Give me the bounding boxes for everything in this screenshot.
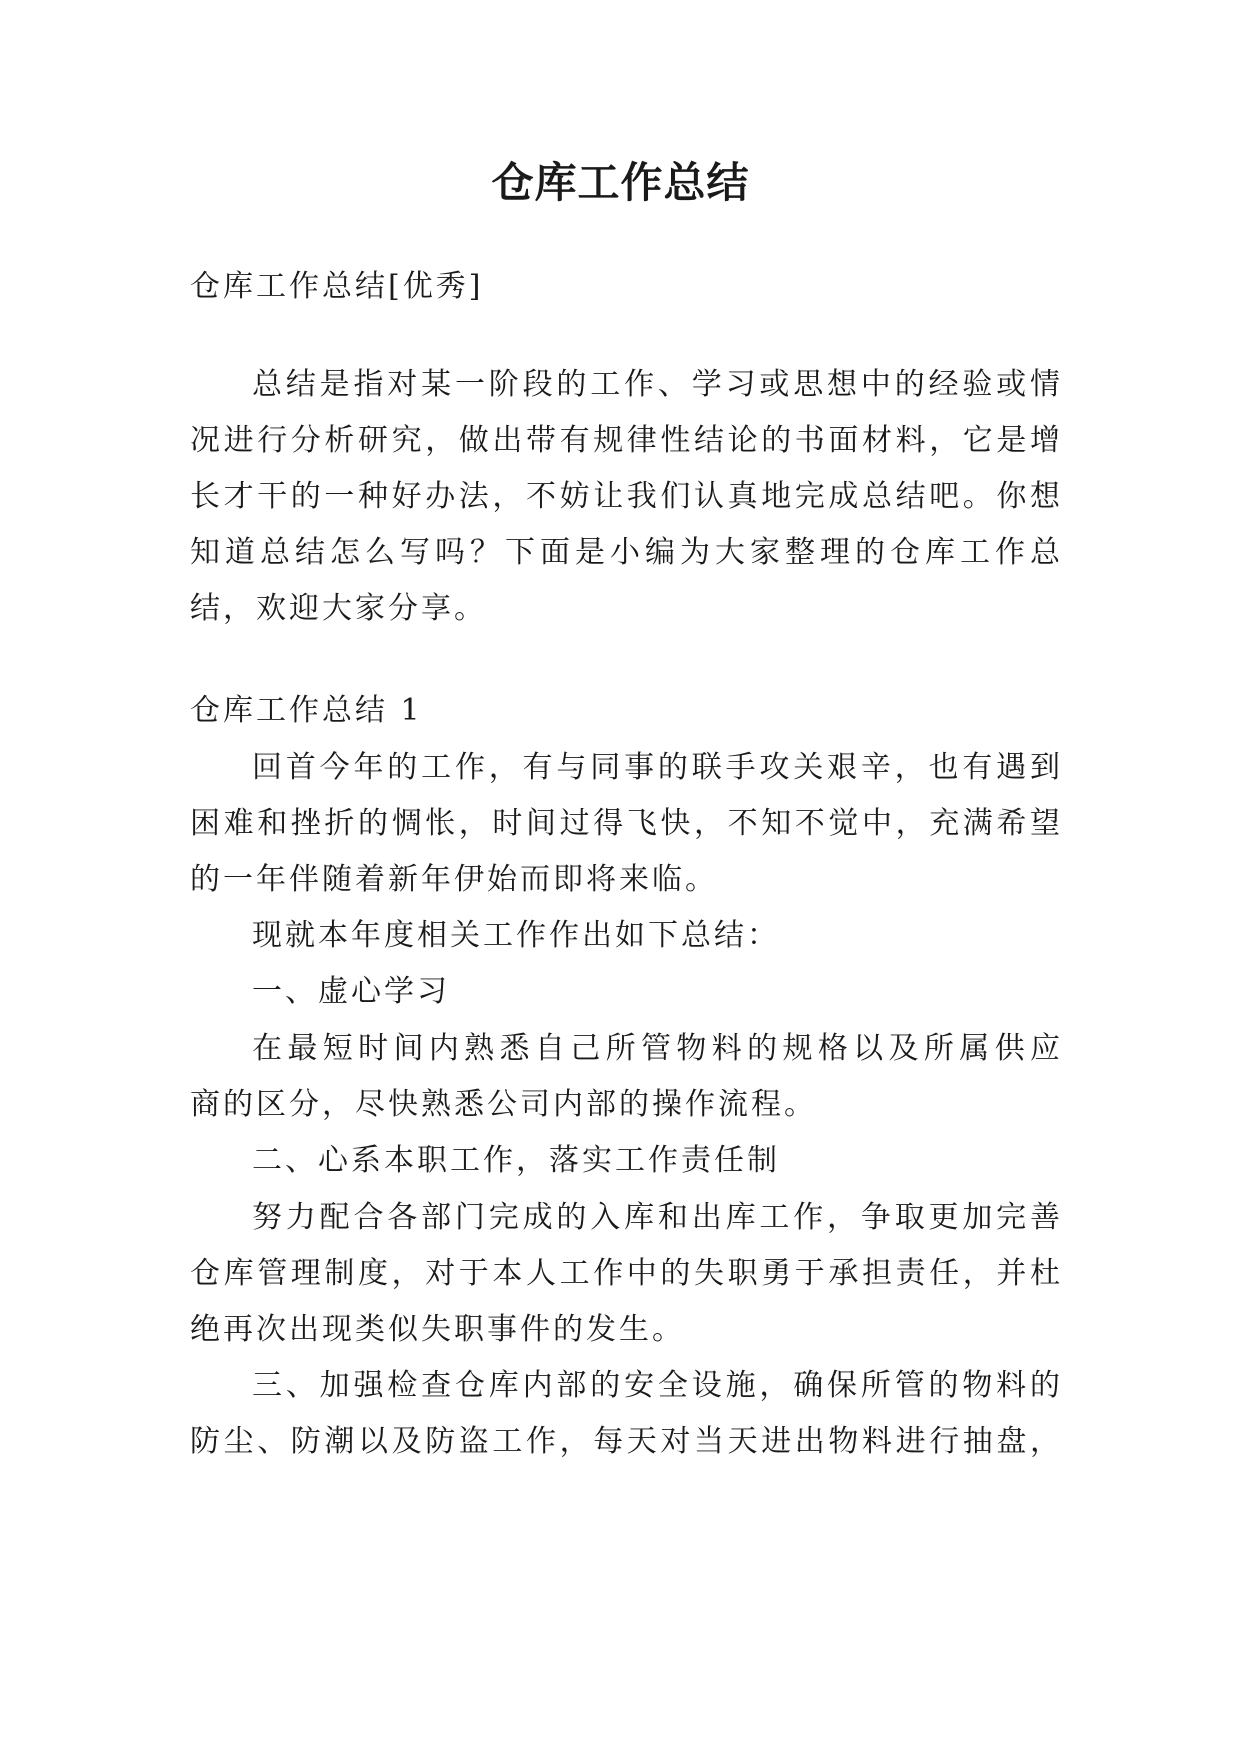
- body-line: 商的区分，尽快熟悉公司内部的操作流程。: [190, 1087, 817, 1122]
- body-line: 绝再次出现类似失职事件的发生。: [190, 1312, 685, 1347]
- body-line: 一、虚心学习: [252, 974, 450, 1009]
- intro-line: 知道总结怎么写吗？下面是小编为大家整理的仓库工作总: [190, 535, 1060, 570]
- intro-line: 结，欢迎大家分享。: [190, 591, 487, 626]
- body-line: 现就本年度相关工作作出如下总结：: [252, 918, 780, 953]
- body-line: 防尘、防潮以及防盗工作，每天对当天进出物料进行抽盘，: [190, 1424, 1060, 1459]
- body-line: 二、心系本职工作，落实工作责任制: [252, 1143, 780, 1178]
- intro-line: 总结是指对某一阶段的工作、学习或思想中的经验或情: [252, 367, 1060, 402]
- body-line: 仓库管理制度，对于本人工作中的失职勇于承担责任，并杜: [190, 1256, 1060, 1291]
- body-line: 回首今年的工作，有与同事的联手攻关艰辛，也有遇到: [252, 750, 1060, 785]
- section-heading: 仓库工作总结 1: [190, 693, 423, 728]
- body-line: 三、加强检查仓库内部的安全设施，确保所管的物料的: [252, 1368, 1060, 1403]
- body-line: 在最短时间内熟悉自己所管物料的规格以及所属供应: [252, 1031, 1060, 1066]
- intro-line: 长才干的一种好办法，不妨让我们认真地完成总结吧。你想: [190, 479, 1060, 514]
- document-title: 仓库工作总结: [491, 158, 750, 207]
- intro-line: 况进行分析研究，做出带有规律性结论的书面材料，它是增: [190, 423, 1060, 458]
- document-subtitle: 仓库工作总结[优秀]: [190, 269, 484, 304]
- body-line: 努力配合各部门完成的入库和出库工作，争取更加完善: [252, 1200, 1060, 1235]
- body-line: 的一年伴随着新年伊始而即将来临。: [190, 862, 718, 897]
- body-line: 困难和挫折的惆怅，时间过得飞快，不知不觉中，充满希望: [190, 806, 1060, 841]
